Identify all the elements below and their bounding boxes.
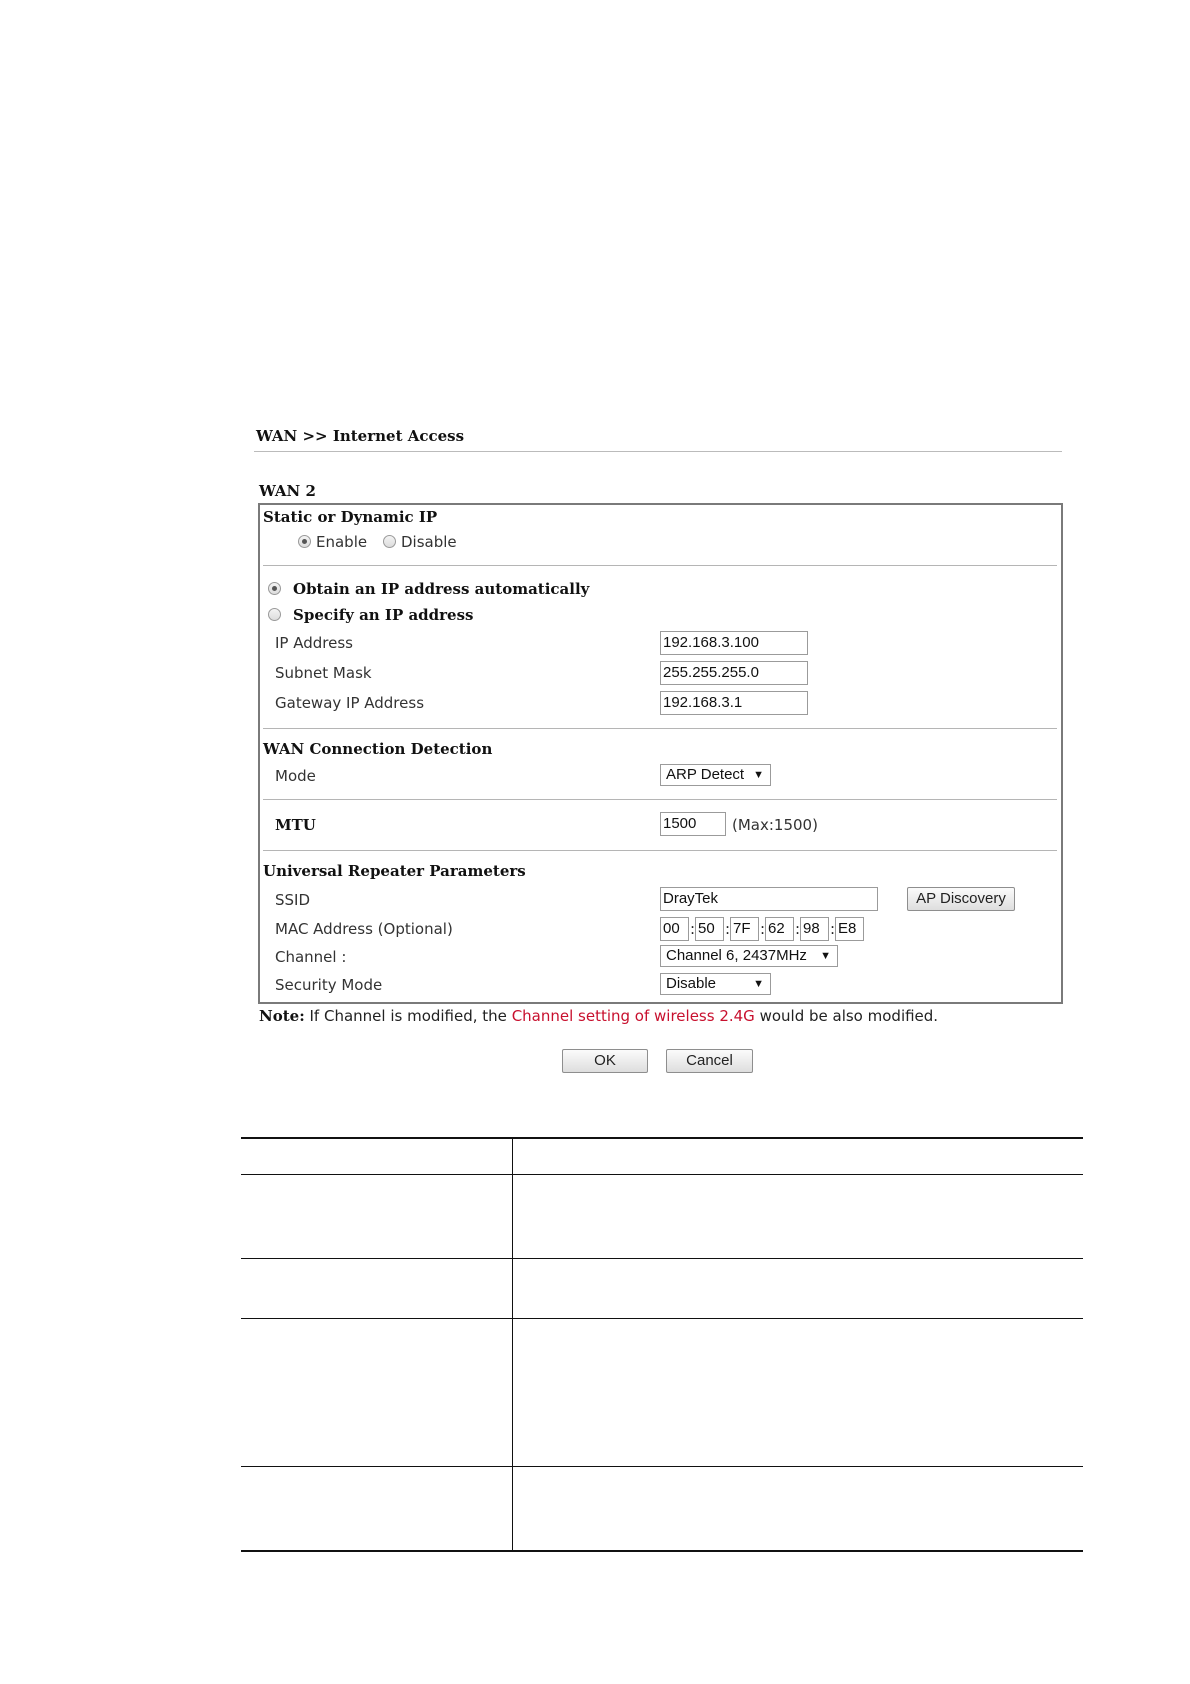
ip-address-label: IP Address bbox=[275, 634, 353, 652]
ap-discovery-button[interactable]: AP Discovery bbox=[907, 887, 1015, 911]
table-bottom-rule bbox=[241, 1550, 1083, 1552]
dropdown-arrow-icon: ▼ bbox=[753, 769, 764, 781]
section-divider bbox=[263, 728, 1057, 729]
table-row-rule bbox=[241, 1258, 1083, 1259]
channel-select-value: Channel 6, 2437MHz bbox=[666, 947, 807, 964]
note-text-1: If Channel is modified, the bbox=[304, 1007, 512, 1025]
specify-ip-radio[interactable] bbox=[268, 607, 281, 625]
security-mode-select[interactable] bbox=[660, 973, 771, 995]
security-mode-value: Disable bbox=[666, 975, 717, 992]
channel-label: Channel : bbox=[275, 948, 347, 966]
section-divider bbox=[263, 565, 1057, 566]
ip-address-input[interactable]: 192.168.3.100 bbox=[660, 631, 808, 655]
page-title: WAN >> Internet Access bbox=[256, 427, 465, 445]
mode-select-value: ARP Detect bbox=[666, 766, 745, 783]
table-header-rule bbox=[241, 1174, 1083, 1175]
mac-part-2[interactable]: 50 bbox=[695, 917, 724, 941]
specify-ip-label: Specify an IP address bbox=[293, 606, 474, 624]
channel-note bbox=[259, 1007, 938, 1025]
ok-button[interactable]: OK bbox=[562, 1049, 648, 1073]
mode-label: Mode bbox=[275, 767, 316, 785]
section-divider bbox=[263, 799, 1057, 800]
table-column-divider bbox=[512, 1138, 513, 1551]
mtu-label: MTU bbox=[275, 816, 316, 834]
channel-select[interactable] bbox=[660, 945, 838, 967]
gateway-label: Gateway IP Address bbox=[275, 694, 425, 712]
mac-part-1[interactable]: 00 bbox=[660, 917, 689, 941]
ssid-label: SSID bbox=[275, 891, 311, 909]
gateway-input[interactable]: 192.168.3.1 bbox=[660, 691, 808, 715]
enable-label: Enable bbox=[316, 533, 368, 551]
note-prefix: Note: bbox=[259, 1007, 305, 1025]
dropdown-arrow-icon: ▼ bbox=[820, 950, 831, 962]
note-highlight: Channel setting of wireless 2.4G bbox=[511, 1007, 755, 1025]
mtu-hint: (Max:1500) bbox=[732, 816, 818, 834]
enable-radio[interactable] bbox=[298, 534, 311, 552]
mac-part-5[interactable]: 98 bbox=[800, 917, 829, 941]
detection-title: WAN Connection Detection bbox=[263, 740, 493, 758]
mac-part-4[interactable]: 62 bbox=[765, 917, 794, 941]
subnet-mask-label: Subnet Mask bbox=[275, 664, 372, 682]
security-mode-label: Security Mode bbox=[275, 976, 383, 994]
obtain-ip-label: Obtain an IP address automatically bbox=[293, 580, 590, 598]
cancel-button[interactable]: Cancel bbox=[666, 1049, 753, 1073]
mtu-input[interactable]: 1500 bbox=[660, 812, 726, 836]
mac-part-6[interactable]: E8 bbox=[835, 917, 864, 941]
subnet-mask-input[interactable]: 255.255.255.0 bbox=[660, 661, 808, 685]
table-row-rule bbox=[241, 1318, 1083, 1319]
repeater-title: Universal Repeater Parameters bbox=[263, 862, 526, 880]
table-row-rule bbox=[241, 1466, 1083, 1467]
table-top-rule bbox=[241, 1137, 1083, 1139]
disable-label: Disable bbox=[401, 533, 457, 551]
ssid-input[interactable]: DrayTek bbox=[660, 887, 878, 911]
disable-radio[interactable] bbox=[383, 534, 396, 552]
mode-select[interactable] bbox=[660, 764, 771, 786]
mac-address-label: MAC Address (Optional) bbox=[275, 920, 453, 938]
static-dynamic-title: Static or Dynamic IP bbox=[263, 508, 438, 526]
obtain-ip-radio[interactable] bbox=[268, 581, 281, 599]
wan-label: WAN 2 bbox=[259, 482, 316, 500]
dropdown-arrow-icon: ▼ bbox=[753, 978, 764, 990]
note-text-2: would be also modified. bbox=[754, 1007, 939, 1025]
mac-part-3[interactable]: 7F bbox=[730, 917, 759, 941]
section-divider bbox=[263, 850, 1057, 851]
header-divider bbox=[254, 451, 1062, 452]
